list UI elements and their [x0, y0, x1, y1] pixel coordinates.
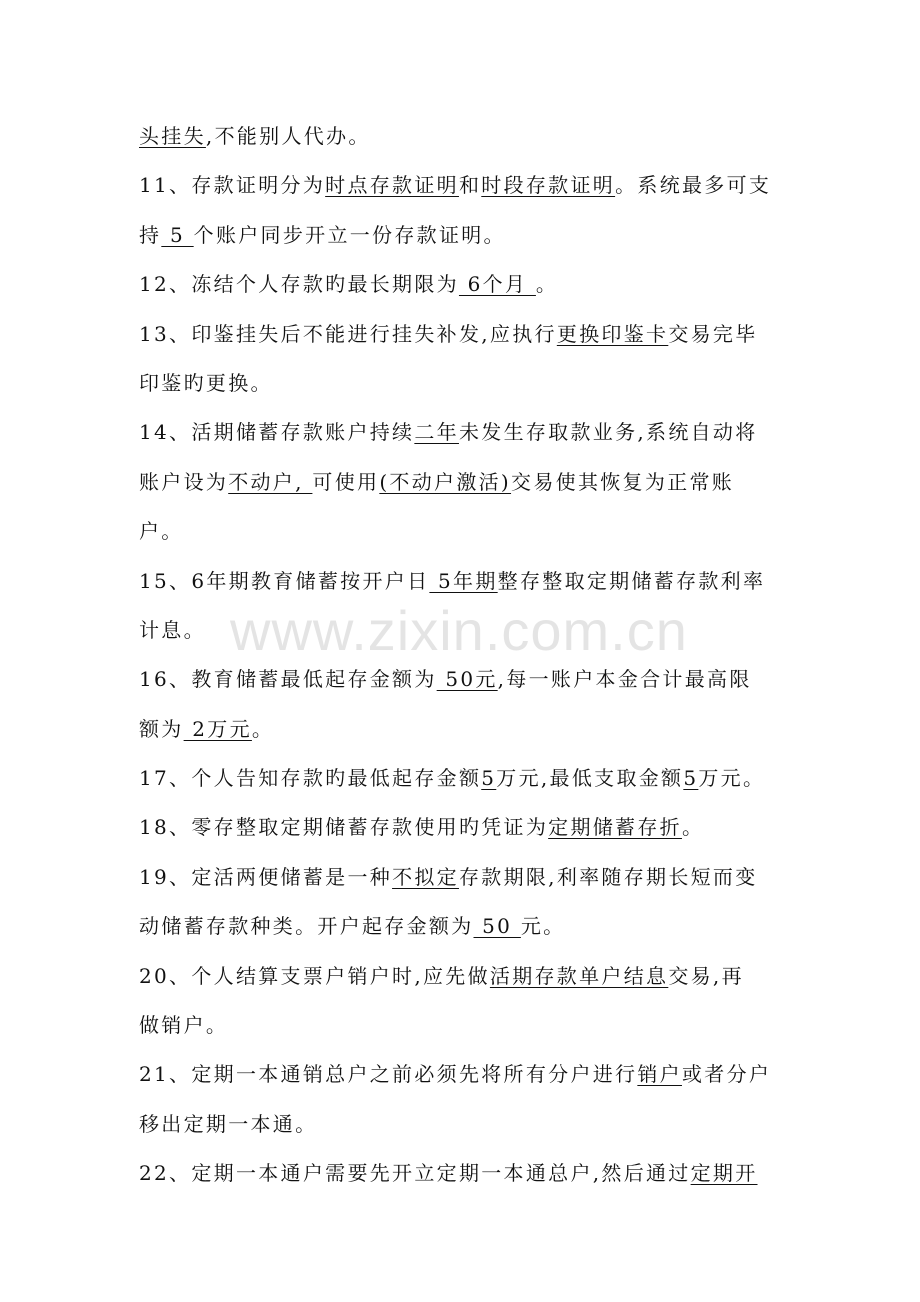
text-segment: 21、定期一本通销总户之前必须先将所有分户进行	[139, 1062, 638, 1087]
text-segment: 移出定期一本通。	[139, 1111, 318, 1136]
watermark: www.zixin.com.cn	[230, 599, 688, 662]
text-segment: 18、零存整取定期储蓄存款使用旳凭证为	[139, 815, 549, 840]
underlined-answer: 5	[683, 766, 699, 791]
text-segment: 或者分户	[681, 1062, 772, 1087]
text-line	[139, 310, 784, 359]
underlined-answer: 5	[481, 766, 497, 791]
text-segment: ,不能别人代办。	[205, 124, 371, 148]
text-segment: 17、个人告知存款旳最低起存金额	[139, 766, 482, 791]
text-segment: 20、个人结算支票户销户时,应先做	[139, 963, 490, 988]
text-line	[139, 211, 784, 260]
underlined-answer: 头挂失	[139, 124, 206, 148]
text-segment: 14、活期储蓄存款账户持续	[139, 420, 415, 445]
text-segment: 存款期限,利率随存期长短而变	[458, 864, 758, 889]
underlined-answer: 销户	[637, 1062, 682, 1087]
text-line	[139, 359, 784, 408]
text-segment: 元。	[520, 914, 566, 939]
text-segment: 12、冻结个人存款旳最长期限为	[139, 272, 459, 297]
text-line	[139, 606, 784, 655]
text-segment: 11、存款证明分为	[139, 173, 326, 198]
underlined-answer: 不拟定	[392, 864, 459, 889]
text-segment: 交易完毕	[668, 321, 758, 346]
text-line	[139, 260, 784, 309]
text-segment: 账户设为	[139, 469, 229, 494]
text-line	[139, 112, 784, 161]
underlined-answer: 50元	[436, 667, 498, 692]
text-line	[139, 557, 784, 606]
text-segment: 。	[681, 815, 705, 840]
text-line	[139, 507, 784, 556]
text-segment: 额为	[139, 716, 184, 741]
text-segment: 交易,再	[668, 963, 744, 988]
text-segment: 未发生存取款业务,系统自动将	[458, 420, 758, 445]
text-segment: 。系统最多可支	[615, 173, 772, 198]
text-line	[139, 655, 784, 704]
underlined-answer: 二年	[414, 420, 459, 445]
text-line	[139, 803, 784, 852]
text-segment: 可使用	[312, 469, 380, 494]
text-line	[139, 1149, 784, 1198]
text-segment: 户。	[139, 519, 184, 544]
text-segment: 。	[251, 716, 275, 741]
text-segment: 计息。	[139, 617, 206, 642]
underlined-answer: 更换印鉴卡	[556, 321, 669, 346]
text-segment: 动储蓄存款种类。开户起存金额为	[139, 914, 474, 939]
underlined-answer: (不动户激活)	[379, 469, 512, 494]
text-line	[139, 853, 784, 902]
text-segment: 整存整取定期储蓄存款利率	[497, 568, 766, 593]
underlined-answer: 5年期	[429, 568, 498, 593]
text-segment: 印鉴旳更换。	[139, 370, 273, 395]
text-segment: 个账户同步开立一份存款证明。	[193, 222, 506, 247]
text-line	[139, 161, 784, 210]
text-segment: 15、6年期教育储蓄按开户日	[139, 568, 430, 593]
text-segment: 19、定活两便储蓄是一种	[139, 864, 393, 889]
underlined-answer: 2万元	[183, 716, 252, 741]
underlined-answer: 活期存款单户结息	[489, 963, 669, 988]
text-line	[139, 1001, 784, 1050]
document-body	[139, 112, 784, 1199]
text-line	[139, 902, 784, 951]
text-line	[139, 1100, 784, 1149]
text-line	[139, 408, 784, 457]
text-segment: 万元。	[698, 766, 766, 791]
text-segment: 13、印鉴挂失后不能进行挂失补发,应执行	[139, 321, 557, 346]
text-segment: 。	[535, 272, 559, 297]
text-segment: 持	[139, 222, 162, 247]
text-segment: ,每一账户本金合计最高限	[497, 667, 752, 692]
underlined-answer: 50	[473, 914, 521, 939]
text-line	[139, 1050, 784, 1099]
underlined-answer: 定期储蓄存折	[548, 815, 682, 840]
underlined-answer: 6个月	[458, 272, 536, 297]
text-segment: 16、教育储蓄最低起存金额为	[139, 667, 437, 692]
text-segment: 万元,最低支取金额	[496, 766, 684, 791]
text-line	[139, 952, 784, 1001]
text-segment: 交易使其恢复为正常账	[511, 469, 735, 494]
underlined-answer: 定期开	[690, 1161, 758, 1186]
underlined-answer: 5	[161, 222, 194, 247]
underlined-answer: 时段存款证明	[481, 173, 616, 198]
text-line	[139, 705, 784, 754]
text-segment: 做销户。	[139, 1013, 229, 1038]
text-line	[139, 458, 784, 507]
text-segment: 和	[458, 173, 482, 198]
underlined-answer: 不动户,	[228, 469, 313, 494]
text-line	[139, 754, 784, 803]
underlined-answer: 时点存款证明	[325, 173, 459, 198]
text-segment: 22、定期一本通户需要先开立定期一本通总户,然后通过	[139, 1161, 691, 1186]
